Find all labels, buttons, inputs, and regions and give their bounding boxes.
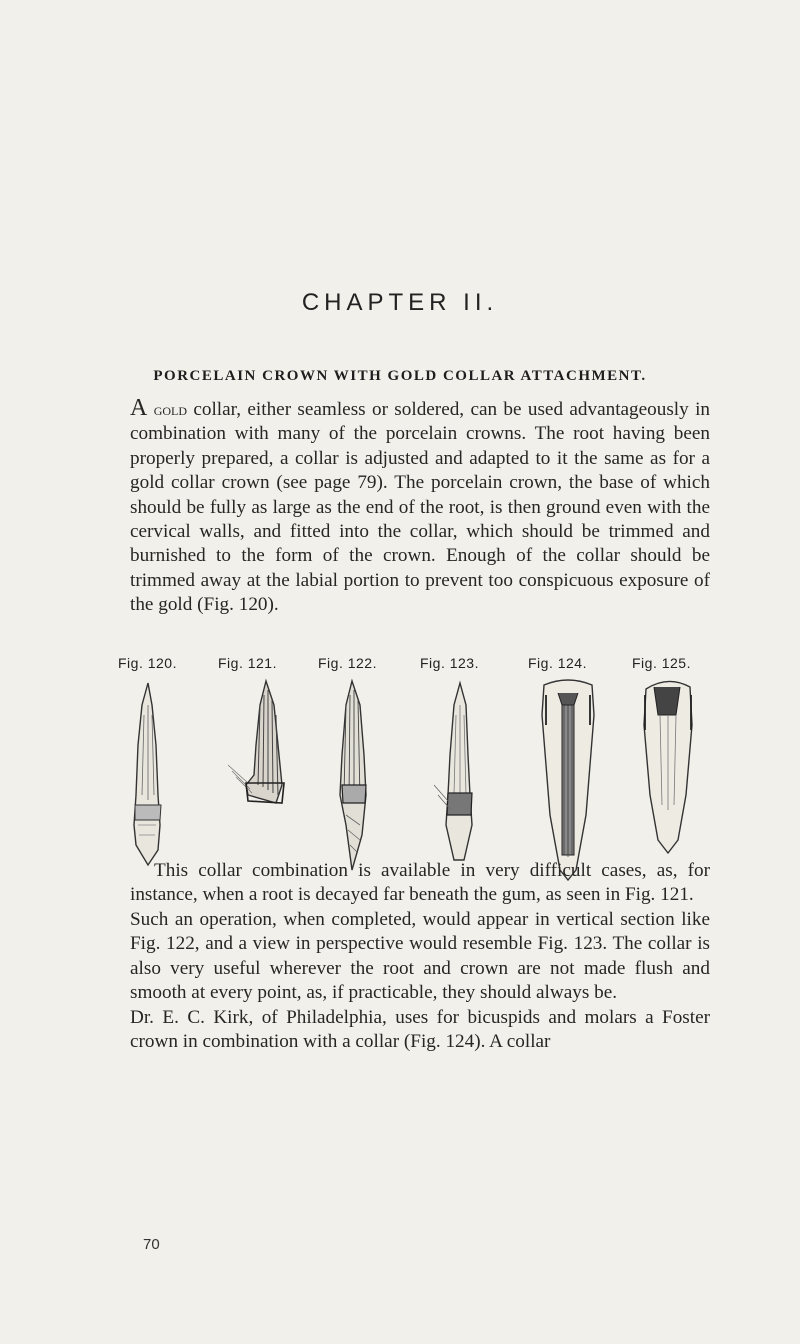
tooth-illustration-122 [318, 675, 388, 875]
paragraph-3: Such an operation, when completed, would appear in vertical section like Fig. 122, and a view in perspective would resemble Fig. 123. The collar is also very useful wherever the root and crown are not made flush and smooth at every point, as, if practicable, they should always be. [130, 909, 710, 1004]
figure-row [118, 655, 710, 880]
paragraph-1-text: collar, either seamless or soldered, can be used advantageously in combination with many of the porcelain crowns. The root having been properly prepared, a collar is adjusted and adapted to it the same as for a gold collar crown (see page 79). The porcelain crown, the base of which should be fully as large as the end of the root, is then ground even with the cervical walls, and fitted into the collar, which should be trimmed and burnished to the form of the crown. Enough of the collar should be trimmed away at the labial portion to prevent too conspicuous exposure of the gold (Fig. 120). [130, 399, 710, 616]
figure-125 [632, 655, 702, 875]
page-number: 70 [143, 1236, 160, 1253]
figure-121 [218, 655, 308, 875]
drop-cap: A [130, 395, 148, 421]
small-caps-word: gold [153, 400, 188, 419]
tooth-illustration-124 [528, 675, 608, 885]
paragraph-4: Dr. E. C. Kirk, of Philadelphia, uses for bicuspids and molars a Foster crown in combination with a collar (Fig. 124). A collar [130, 1007, 710, 1053]
figure-123 [420, 655, 490, 875]
tooth-illustration-121 [218, 675, 308, 875]
tooth-illustration-123 [420, 675, 490, 875]
figure-label: Fig. 121. [218, 655, 277, 671]
figure-124 [528, 655, 608, 885]
figure-label: Fig. 124. [528, 655, 587, 671]
figure-label: Fig. 125. [632, 655, 691, 671]
paragraph-1 [130, 396, 710, 618]
figure-label: Fig. 123. [420, 655, 479, 671]
section-heading: PORCELAIN CROWN WITH GOLD COLLAR ATTACHMENT. [153, 368, 647, 384]
figure-122 [318, 655, 388, 875]
figure-120 [118, 655, 178, 875]
paragraph-2: This collar combination is available in very difficult cases, as, for instance, when a root is decayed far beneath the gum, as seen in Fig. 121. [130, 860, 710, 906]
tooth-illustration-125 [632, 675, 702, 875]
tooth-illustration-120 [118, 675, 178, 875]
figure-label: Fig. 120. [118, 655, 177, 671]
chapter-title: CHAPTER II. [301, 289, 499, 316]
figure-label: Fig. 122. [318, 655, 377, 671]
